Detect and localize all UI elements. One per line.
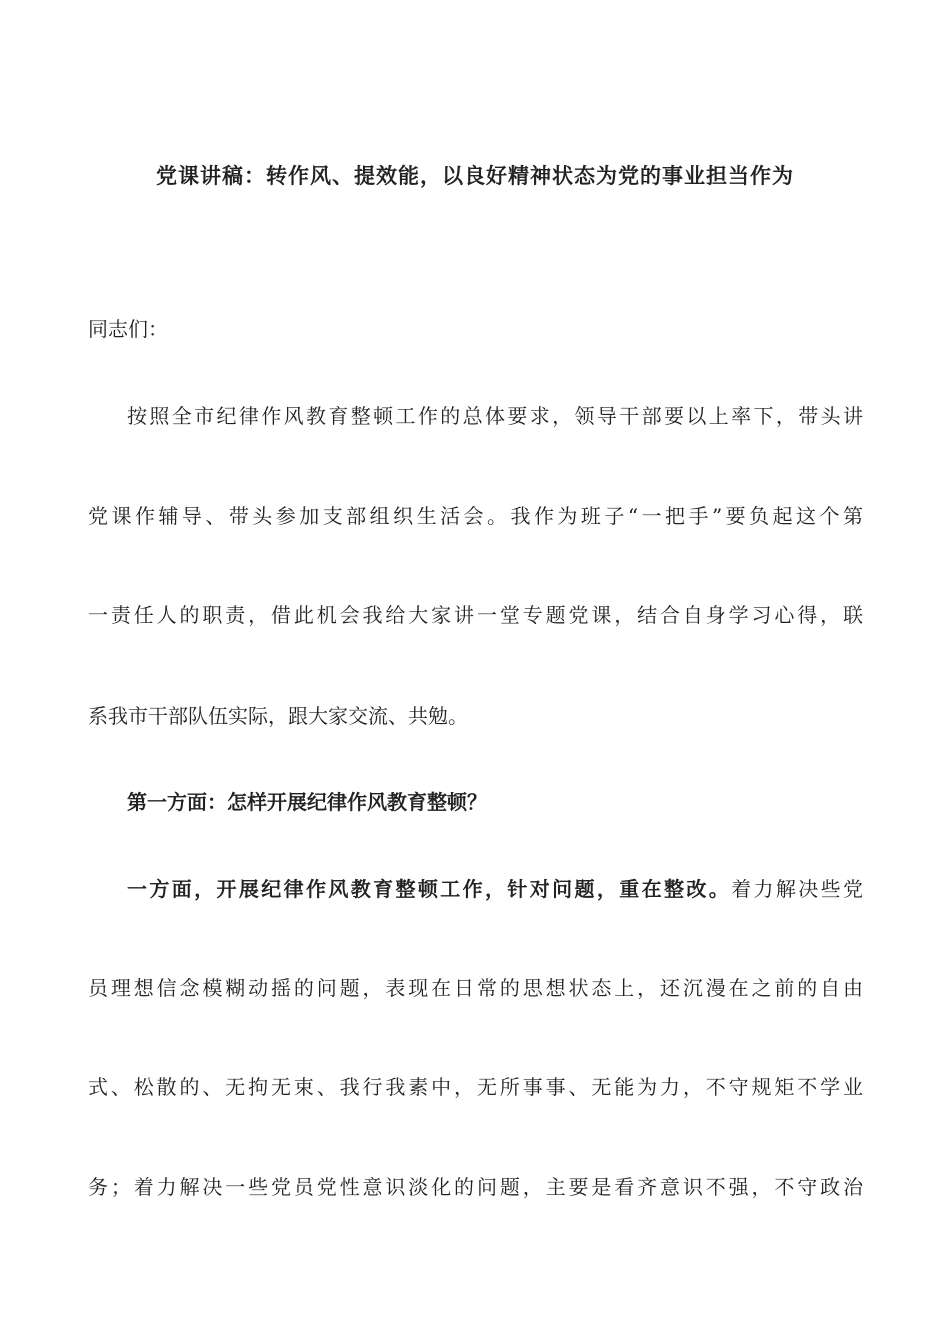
- section-heading: 第一方面：怎样开展纪律作风教育整顿？: [127, 790, 487, 814]
- intro-line-4: 系我市干部队伍实际，跟大家交流、共勉。: [88, 704, 468, 728]
- para1-lead-rest: 着力解决些党: [731, 877, 863, 901]
- salutation: 同志们：: [88, 317, 168, 341]
- intro-line-1: 按照全市纪律作风教育整顿工作的总体要求，领导干部要以上率下，带头讲: [127, 404, 863, 428]
- intro-line-2: 党课作辅导、带头参加支部组织生活会。我作为班子“一把手”要负起这个第: [88, 504, 863, 528]
- para1-line-1: [127, 875, 863, 903]
- para1-lead-bold: 一方面，开展纪律作风教育整顿工作，针对问题，重在整改。: [127, 877, 732, 901]
- para1-line-4: 务；着力解决一些党员党性意识淡化的问题，主要是看齐意识不强，不守政治: [88, 1175, 863, 1199]
- document-title: 党课讲稿：转作风、提效能，以良好精神状态为党的事业担当作为: [156, 163, 794, 188]
- para1-line-2: 员理想信念模糊动摇的问题，表现在日常的思想状态上，还沉漫在之前的自由: [88, 976, 863, 1000]
- para1-line-3: 式、松散的、无拘无束、我行我素中，无所事事、无能为力，不守规矩不学业: [88, 1075, 863, 1099]
- intro-line-3: 一责任人的职责，借此机会我给大家讲一堂专题党课，结合自身学习心得，联: [88, 603, 863, 627]
